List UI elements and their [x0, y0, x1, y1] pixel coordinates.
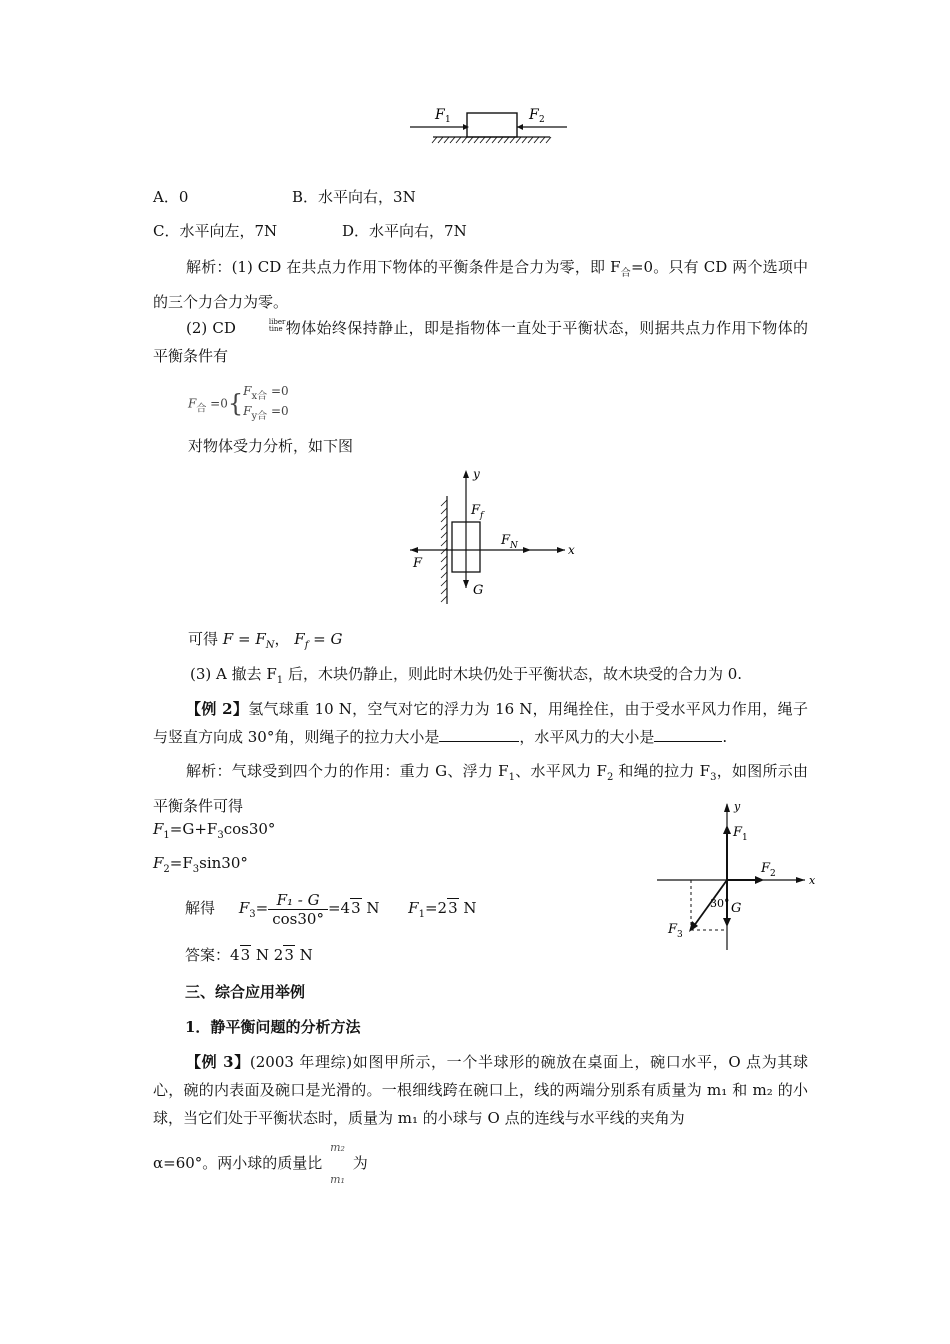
option-a: A．0: [153, 188, 189, 206]
f2-label: F: [529, 107, 539, 123]
balloon-analysis: 解析：气球受到四个力的作用：重力 G、浮力 $F_1$、水平风力 $F_2$ 和绳的拉力 $F_3$，如图所示由平衡条件可得: [153, 762, 808, 815]
balloon-gravity-label: G: [731, 901, 742, 916]
normal-force-label: F: [501, 533, 511, 548]
equation-f2: $F_2=F_3\sin 30^\circ$: [153, 854, 248, 875]
tension-label: F: [668, 922, 678, 937]
option-d: D．水平向右，7N: [342, 222, 467, 240]
f3-fraction: $\frac{\text{F₁ - G}}{\cos 30^\circ}$: [268, 891, 328, 928]
f2-subscript: 2: [539, 115, 545, 125]
angle-label: 30°: [710, 897, 730, 910]
option-b: B．水平向右，3N: [292, 188, 416, 206]
balloon-y-label: y: [734, 800, 741, 813]
buoyancy-label: F: [733, 825, 743, 840]
wind-force-subscript: 2: [770, 869, 776, 879]
wall-block-force-diagram: [405, 466, 585, 606]
example-3-tail: α=60°。两小球的质量比 m₂ m₁ 为: [153, 1138, 368, 1190]
balloon-force-diagram: [655, 800, 825, 960]
example-2: 【例 2】氢气球重 10 N，空气对它的浮力为 16 N，用绳拴住，由于受水平风力作用，绳子与竖直方向成 30°角，则绳子的拉力大小是 ，水平风力的大小是 .: [153, 700, 808, 746]
analysis-part-1: 解析：(1) CD 在共点力作用下物体的平衡条件是合力为零，即 $F_合=0$。只有 CD 两个选项中的三个力合力为零。: [153, 258, 809, 311]
friction-subscript: f: [480, 511, 484, 521]
subsection-heading: 1．静平衡问题的分析方法: [185, 1018, 361, 1036]
example-3: 【例 3】(2003 年理综)如图甲所示，一个半球形的碗放在桌面上，碗口水平，O 点为其球心，碗的内表面及碗口是光滑的。一根细线跨在碗口上，线的两端分别系有质量为 m₁ 和 m₂ 的小球，当它们处于平衡状态时，质量为 m₁ 的小球与 O 点的连线与水平线的夹角为: [153, 1053, 808, 1127]
friction-label: F: [471, 503, 481, 518]
normal-force-subscript: N: [510, 541, 518, 551]
buoyancy-subscript: 1: [742, 833, 748, 843]
equilibrium-equations: $F_合 =0${ $F_{x合} =0$ $F_{y合} =0$: [188, 384, 289, 422]
section-heading: 三、综合应用举例: [185, 983, 306, 1001]
result-equation: 可得 $F = F_N$， $F_f = G$: [188, 630, 343, 651]
option-c: C．水平向左，7N: [153, 222, 278, 240]
gravity-label: G: [473, 583, 484, 598]
mass-ratio-fraction: m₂ m₁: [330, 1141, 345, 1186]
balloon-x-label: x: [809, 874, 816, 887]
applied-force-label: F: [413, 556, 423, 571]
y-axis-label: y: [473, 467, 480, 481]
tension-subscript: 3: [677, 930, 683, 940]
answer-line: 答案：43 N 23 N: [185, 946, 313, 964]
equation-f1: $F_1=G+F_3\cos 30^\circ$: [153, 820, 276, 841]
wind-force-label: F: [761, 861, 771, 876]
f1-label: F: [435, 107, 445, 123]
force-analysis-label: 对物体受力分析，如下图: [188, 437, 354, 455]
f1-subscript: 1: [445, 115, 451, 125]
analysis-part-3: (3) A 撤去 $F_1$ 后，木块仍静止，则此时木块仍处于平衡状态，故木块受的合力为 0.: [190, 665, 743, 686]
analysis-part-2: (2) CD liber tine 物体始终保持静止，即是指物体一直处于平衡状态，则据共点力作用下物体的平衡条件有: [153, 318, 808, 365]
x-axis-label: x: [568, 543, 575, 557]
block-diagram-figure: [405, 100, 575, 152]
solution-line: 解得 $F_3=$ $\frac{\text{F₁ - G}}{\cos 30^\circ}$ =43 N $F_1=23$ N: [185, 890, 477, 928]
